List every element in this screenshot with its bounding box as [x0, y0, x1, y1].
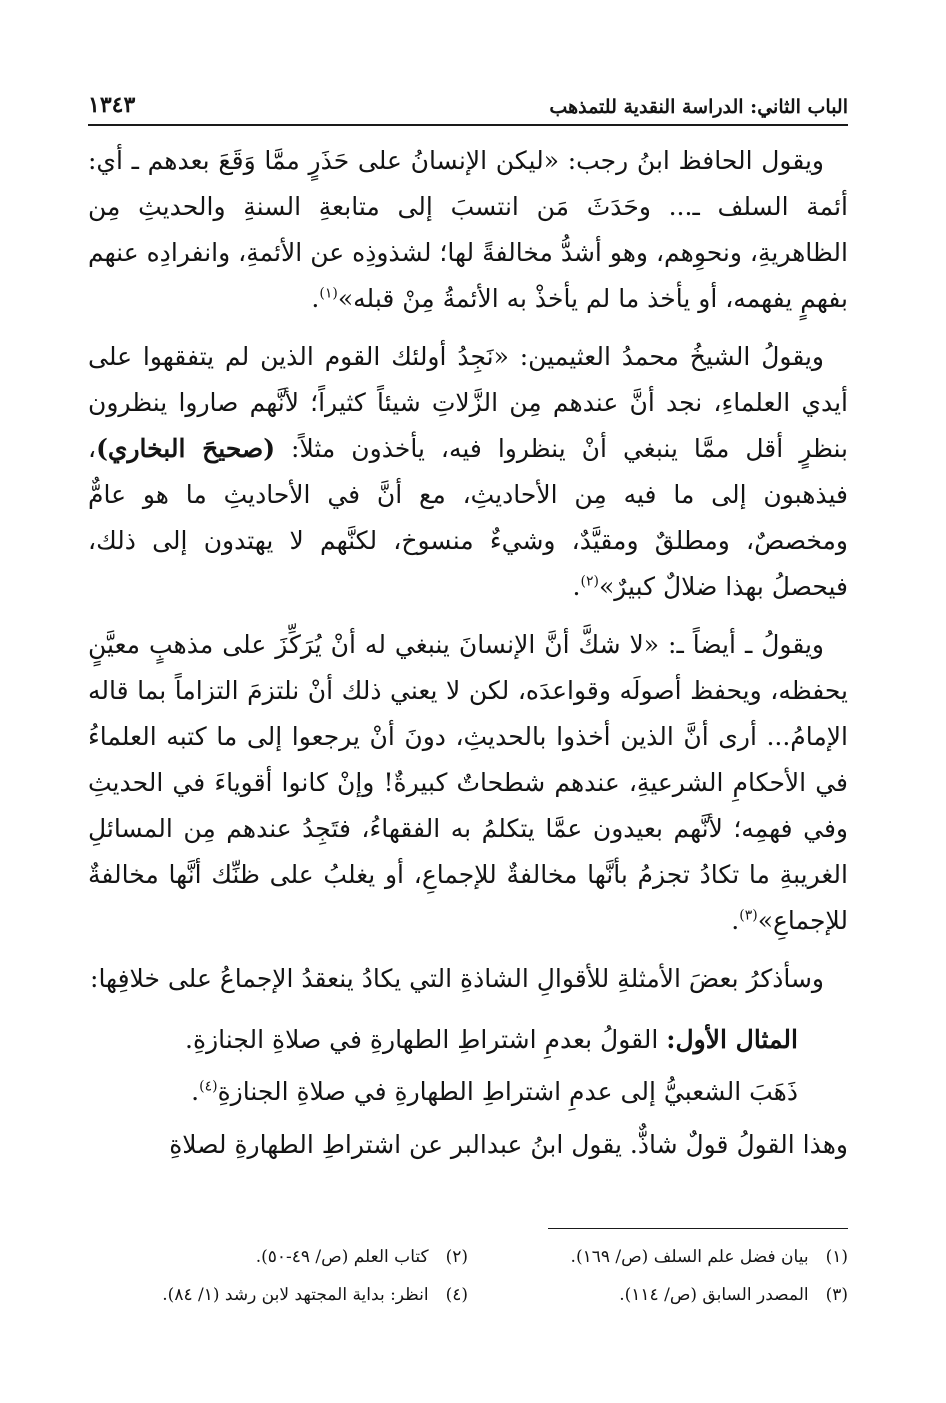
example-end: .: [191, 1077, 200, 1106]
footnote-ref: (١): [319, 285, 338, 302]
paragraph-text: وسأذكرُ بعضَ الأمثلةِ للأقوالِ الشاذةِ التي يكادُ ينعقدُ الإجماعُ على خلافِها:: [90, 964, 824, 993]
footnote-item: [468, 1238, 848, 1276]
paragraph-text: ويقولُ ـ أيضاً ـ: «لا شكَّ أنَّ الإنسانَ ينبغي له أنْ يُرَكِّزَ على مذهبٍ معيَّنٍ يحفظه، ويحفظ أصولَه وقواعدَه، لكن لا يعني ذلك أنْ نلتزمَ التزاماً بما قاله الإمامُ... أرى أنَّ الذين أخذوا بالحديثِ، دونَ أنْ يرجعوا إلى ما كتبه العلماءُ في الأحكامِ الشرعيةِ، عندهم شطحاتٌ كبيرةٌ! وإنْ كانوا أقوياءَ في الحديثِ وفي فهمِه؛ لأنَّهم بعيدون عمَّا يتكلمُ به الفقهاءُ، فتَجِدُ عندهم مِن المسائلِ الغريبةِ ما تكادُ تجزمُ بأنَّها مخالفةٌ للإجماعِ، أو يغلبُ على ظنِّك أنَّها مخالفةٌ للإجماعِ»: [88, 630, 848, 935]
paragraph-end: .: [572, 572, 581, 601]
footnote-ref: (٢): [580, 573, 599, 590]
paragraph-ibn-rajab: [88, 138, 848, 322]
footnote-text: بيان فضل علم السلف (ص/ ١٦٩).: [570, 1247, 809, 1267]
footnote-item: [468, 1276, 848, 1314]
footnote-number: (٣): [825, 1285, 848, 1305]
footnote-number: (٤): [445, 1285, 468, 1305]
footnote-ref: (٤): [199, 1078, 218, 1095]
footnote-separator: [548, 1228, 848, 1229]
footnote-text: انظر: بداية المجتهد لابن رشد (١/ ٨٤).: [162, 1285, 429, 1305]
example-block: [88, 1014, 848, 1118]
chapter-title: الباب الثاني: الدراسة النقدية للتمذهب: [549, 96, 848, 118]
example-title: القولُ بعدمِ اشتراطِ الطهارةِ في صلاةِ الجنازةِ.: [185, 1025, 667, 1054]
paragraph-examples-intro: [88, 956, 848, 1002]
footnote-text: المصدر السابق (ص/ ١١٤).: [619, 1285, 809, 1305]
paragraph-uthaymin-1: [88, 334, 848, 610]
footnote-number: (١): [825, 1247, 848, 1267]
bold-book-title: (صحيحَ البخاري): [96, 434, 276, 463]
paragraph-ibn-abdulbarr: [88, 1122, 848, 1168]
example-heading-line: [88, 1014, 798, 1066]
footnotes: [88, 1238, 848, 1314]
page-number: ١٣٤٣: [88, 92, 136, 118]
paragraph-end: .: [731, 906, 740, 935]
example-label: المثال الأول:: [666, 1025, 798, 1054]
paragraph-text-continued: ، فيذهبون إلى ما فيه مِن الأحاديثِ، مع أنَّ في الأحاديثِ ما هو عامٌّ ومخصصٌ، ومطلقٌ ومقيَّدٌ، وشيءٌ منسوخ، لكنَّهم لا يهتدون إلى ذلك، فيحصلُ بهذا ضلالٌ كبيرٌ»: [88, 434, 848, 601]
header-rule: [88, 124, 848, 126]
footnote-row: [88, 1276, 848, 1314]
example-text: ذَهَبَ الشعبيُّ إلى عدمِ اشتراطِ الطهارةِ في صلاةِ الجنازةِ: [217, 1077, 798, 1106]
footnote-item: [88, 1238, 468, 1276]
running-header: [88, 86, 848, 118]
footnote-row: [88, 1238, 848, 1276]
footnote-text: كتاب العلم (ص/ ٤٩-٥٠).: [255, 1247, 429, 1267]
paragraph-end: .: [311, 284, 320, 313]
footnote-item: [88, 1276, 468, 1314]
paragraph-text: ويقول الحافظ ابنُ رجب: «ليكن الإنسانُ على حَذَرٍ ممَّا وَقَعَ بعدهم ـ أي: أئمة السلف ـ... وحَدَثَ مَن انتسبَ إلى متابعةِ السنةِ والحديثِ مِن الظاهريةِ، ونحوِهم، وهو أشدُّ مخالفةً لها؛ لشذوذِه عن الأئمةِ، وانفرادِه عنهم بفهمٍ يفهمه، أو يأخذ ما لم يأخذْ به الأئمةُ مِنْ قبله»: [88, 146, 848, 313]
example-line-shabi: [88, 1066, 798, 1118]
footnote-ref: (٣): [739, 907, 758, 924]
footnote-number: (٢): [445, 1247, 468, 1267]
paragraph-text: وهذا القولُ قولٌ شاذٌّ. يقول ابنُ عبدالبر عن اشتراطِ الطهارةِ لصلاةِ: [169, 1130, 848, 1159]
paragraph-uthaymin-2: [88, 622, 848, 944]
book-page: [88, 86, 848, 1180]
paragraph-text: ويقولُ الشيخُ محمدُ العثيمين: «نَجِدُ أولئك القوم الذين لم يتفقهوا على أيدي العلماءِ، نجد أنَّ عندهم مِن الزَّلاتِ شيئاً كثيراً؛ لأنَّهم صاروا ينظرون بنظرٍ أقل ممَّا ينبغي أنْ ينظروا فيه، يأخذون مثلاً:: [88, 342, 848, 463]
